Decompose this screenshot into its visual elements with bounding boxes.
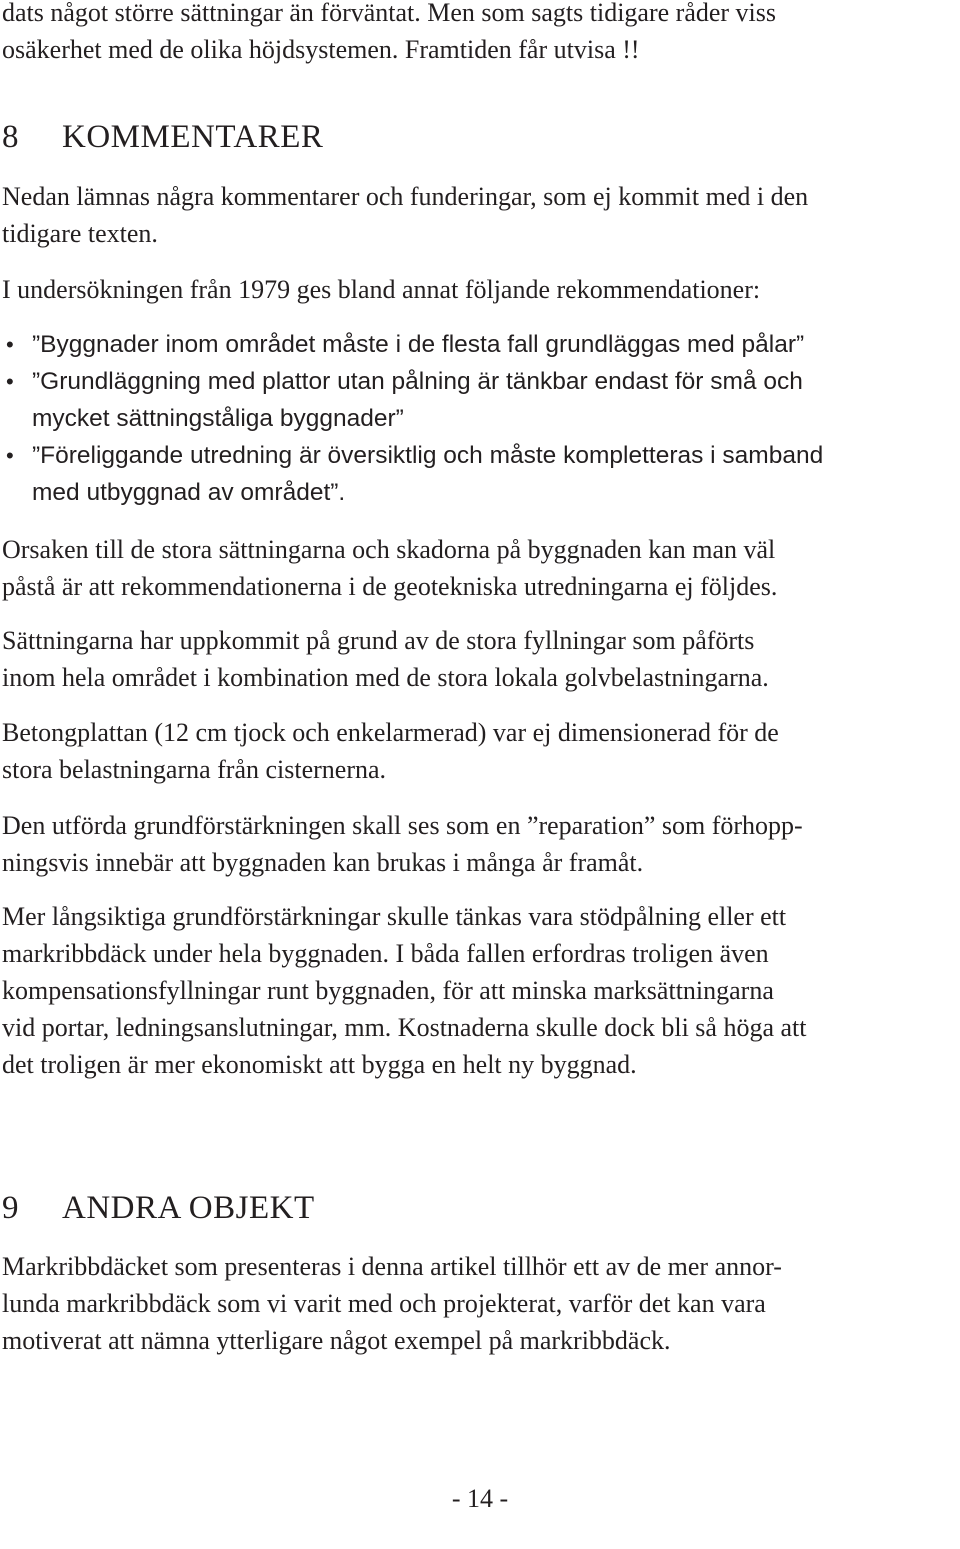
list-item (2, 437, 958, 511)
text-line: stora belastningarna från cisternerna. (2, 755, 387, 784)
text-line: I undersökningen från 1979 ges bland annat följande rekommendationer: (2, 275, 761, 304)
text-line: markribbdäck under hela byggnaden. I båda fallen erfordras troligen även (2, 939, 769, 968)
text-line: med utbyggnad av området”. (32, 479, 346, 506)
text-line: inom hela området i kombination med de stora lokala golvbelastningarna. (2, 663, 769, 692)
text-line: motiverat att nämna ytterligare något exempel på markribbdäck. (2, 1326, 671, 1355)
section-8-heading (2, 117, 323, 157)
intro-paragraph (2, 0, 958, 68)
bullet-icon: • (6, 443, 14, 468)
body-paragraph (2, 531, 958, 605)
text-line: vid portar, ledningsanslutningar, mm. Kostnaderna skulle dock bli så höga att (2, 1013, 807, 1042)
text-line: kompensationsfyllningar runt byggnaden, för att minska marksättningarna (2, 976, 774, 1005)
text-line: påstå är att rekommendationerna i de geotekniska utredningarna ej följdes. (2, 572, 778, 601)
recommendations-lead (2, 271, 958, 308)
body-paragraph (2, 622, 958, 696)
body-paragraph (2, 898, 958, 1083)
text-line: det troligen är mer ekonomiskt att bygga en helt ny byggnad. (2, 1050, 637, 1079)
section-9-paragraph (2, 1248, 958, 1359)
text-line: lunda markribbdäck som vi varit med och projekterat, varför det kan vara (2, 1289, 766, 1318)
page-number: - 14 - (451, 1484, 509, 1513)
text-line: ”Föreliggande utredning är översiktlig och måste kompletteras i samband (32, 442, 824, 469)
text-line: Orsaken till de stora sättningarna och skadorna på byggnaden kan man väl (2, 535, 776, 564)
text-line: Mer långsiktiga grundförstärkningar skulle tänkas vara stödpålning eller ett (2, 902, 787, 931)
text-line: ”Grundläggning med plattor utan pålning är tänkbar endast för små och (32, 368, 803, 395)
text-line: Nedan lämnas några kommentarer och funderingar, som ej kommit med i den (2, 182, 809, 211)
bullet-icon: • (6, 369, 14, 394)
section-title: KOMMENTARER (62, 119, 324, 155)
body-paragraph (2, 807, 958, 881)
body-paragraph (2, 714, 958, 788)
recommendations-list (2, 326, 958, 511)
section-number: 9 (2, 1190, 19, 1226)
section-title: ANDRA OBJEKT (62, 1190, 315, 1226)
text-line: tidigare texten. (2, 219, 158, 248)
bullet-icon: • (6, 332, 14, 357)
text-line: ningsvis innebär att byggnaden kan brukas i många år framåt. (2, 848, 644, 877)
section-8-intro (2, 178, 958, 252)
section-9-heading (2, 1188, 315, 1228)
text-line: ”Byggnader inom området måste i de flesta fall grundläggas med pålar” (32, 331, 805, 358)
text-line: dats något större sättningar än förväntat. Men som sagts tidigare råder viss (2, 0, 777, 27)
text-line: Markribbdäcket som presenteras i denna artikel tillhör ett av de mer annor- (2, 1252, 782, 1281)
section-number: 8 (2, 119, 19, 155)
text-line: Sättningarna har uppkommit på grund av de stora fyllningar som påförts (2, 626, 755, 655)
text-line: Den utförda grundförstärkningen skall ses som en ”reparation” som förhopp- (2, 811, 803, 840)
text-line: Betongplattan (12 cm tjock och enkelarmerad) var ej dimensionerad för de (2, 718, 779, 747)
list-item (2, 326, 958, 363)
text-line: mycket sättningståliga byggnader” (32, 405, 404, 432)
text-line: osäkerhet med de olika höjdsystemen. Framtiden får utvisa !! (2, 35, 640, 64)
list-item (2, 363, 958, 437)
